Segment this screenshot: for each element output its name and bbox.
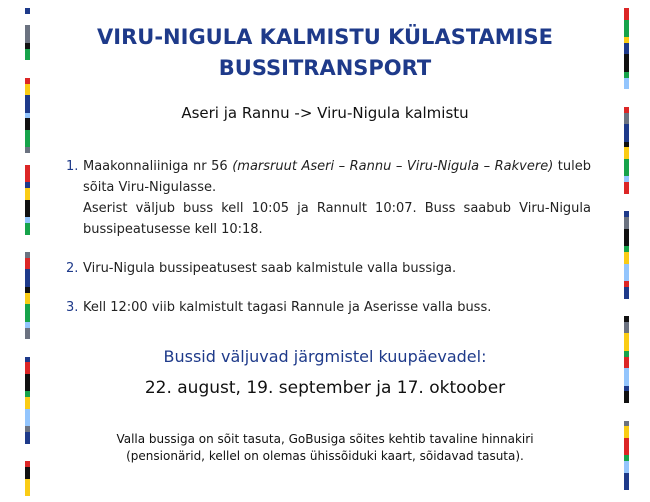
stripe-segment	[624, 182, 629, 194]
stripe-segment	[25, 130, 30, 147]
stripe-segment	[25, 374, 30, 391]
decorative-stripe-left	[25, 8, 30, 496]
stripe-segment	[25, 467, 30, 479]
stripe-segment	[624, 264, 629, 281]
stripe-segment	[624, 322, 629, 334]
decorative-stripe-right	[624, 8, 629, 496]
stripe-segment	[25, 188, 30, 200]
stripe-segment	[25, 304, 30, 321]
steps-list	[66, 156, 591, 318]
stripe-segment	[624, 461, 629, 473]
stripe-segment	[624, 229, 629, 246]
stripe-segment	[624, 403, 629, 420]
title-line-1: VIRU-NIGULA KALMISTU KÜLASTAMISE	[97, 25, 553, 49]
step-1	[66, 156, 591, 240]
stripe-segment	[624, 147, 629, 159]
stripe-segment	[25, 25, 30, 42]
stripe-segment	[25, 444, 30, 461]
stripe-segment	[25, 339, 30, 356]
step-text: tuleb sõita Viru-Nigulasse.	[83, 159, 591, 195]
stripe-segment	[624, 252, 629, 264]
route-subtitle: Aseri ja Rannu -> Viru-Nigula kalmistu	[181, 104, 469, 122]
stripe-segment	[624, 89, 629, 106]
step-text: Kell 12:00 viib kalmistult tagasi Rannule ja Aserisse valla buss.	[83, 300, 492, 315]
stripe-segment	[25, 362, 30, 374]
stripe-segment	[624, 159, 629, 176]
dates-list: 22. august, 19. september ja 17. oktoober	[144, 378, 506, 398]
stripe-segment	[25, 409, 30, 426]
stripe-segment	[624, 113, 629, 125]
stripe-segment	[624, 8, 629, 20]
stripe-segment	[25, 397, 30, 409]
stripe-segment	[25, 84, 30, 96]
stripe-segment	[624, 473, 629, 490]
footer-note	[70, 431, 580, 465]
stripe-segment	[624, 43, 629, 55]
page-title	[60, 22, 590, 84]
stripe-segment	[624, 287, 629, 299]
stripe-segment	[25, 200, 30, 217]
stripe-segment	[624, 194, 629, 211]
stripe-segment	[624, 333, 629, 350]
stripe-segment	[624, 124, 629, 141]
stripe-segment	[624, 357, 629, 369]
stripe-segment	[624, 217, 629, 229]
stripe-segment	[624, 426, 629, 438]
stripe-segment	[25, 328, 30, 340]
stripe-segment	[25, 165, 30, 182]
stripe-segment	[25, 432, 30, 444]
stripe-segment	[25, 258, 30, 270]
stripe-segment	[624, 438, 629, 455]
step-number: 3.	[66, 300, 79, 315]
stripe-segment	[25, 235, 30, 252]
step-text: Aserist väljub buss kell 10:05 ja Rannult 10:07. Buss saabub Viru-Nigula bussipeatusesse kell 10:18.	[83, 201, 591, 237]
stripe-segment	[25, 95, 30, 112]
stripe-segment	[25, 14, 30, 26]
footer-line-2: (pensionärid, kellel on olemas ühissõiduki kaart, sõidavad tasuta).	[126, 449, 524, 463]
stripe-segment	[25, 118, 30, 130]
stripe-segment	[25, 223, 30, 235]
step-text: Maakonnaliiniga nr 56	[83, 159, 233, 174]
step-body	[83, 156, 591, 240]
step-number: 1.	[66, 159, 79, 174]
stripe-segment	[25, 293, 30, 305]
route-description: (marsruut Aseri – Rannu – Viru-Nigula – Rakvere)	[232, 159, 554, 174]
stripe-segment	[25, 153, 30, 165]
stripe-segment	[624, 20, 629, 37]
footer-line-1: Valla bussiga on sõit tasuta, GoBusiga sõites kehtib tavaline hinnakiri	[116, 432, 534, 446]
title-line-2: BUSSITRANSPORT	[218, 56, 432, 80]
stripe-segment	[624, 78, 629, 90]
step-number: 2.	[66, 261, 79, 276]
stripe-segment	[25, 479, 30, 496]
stripe-segment	[624, 391, 629, 403]
stripe-segment	[624, 54, 629, 71]
stripe-segment	[25, 269, 30, 286]
step-2	[66, 258, 591, 279]
stripe-segment	[624, 490, 629, 496]
step-text: Viru-Nigula bussipeatusest saab kalmistule valla bussiga.	[83, 261, 457, 276]
stripe-segment	[624, 368, 629, 385]
step-3	[66, 297, 591, 318]
stripe-segment	[624, 299, 629, 316]
stripe-segment	[25, 60, 30, 77]
stripe-segment	[25, 49, 30, 61]
dates-heading: Bussid väljuvad järgmistel kuupäevadel:	[163, 347, 487, 366]
